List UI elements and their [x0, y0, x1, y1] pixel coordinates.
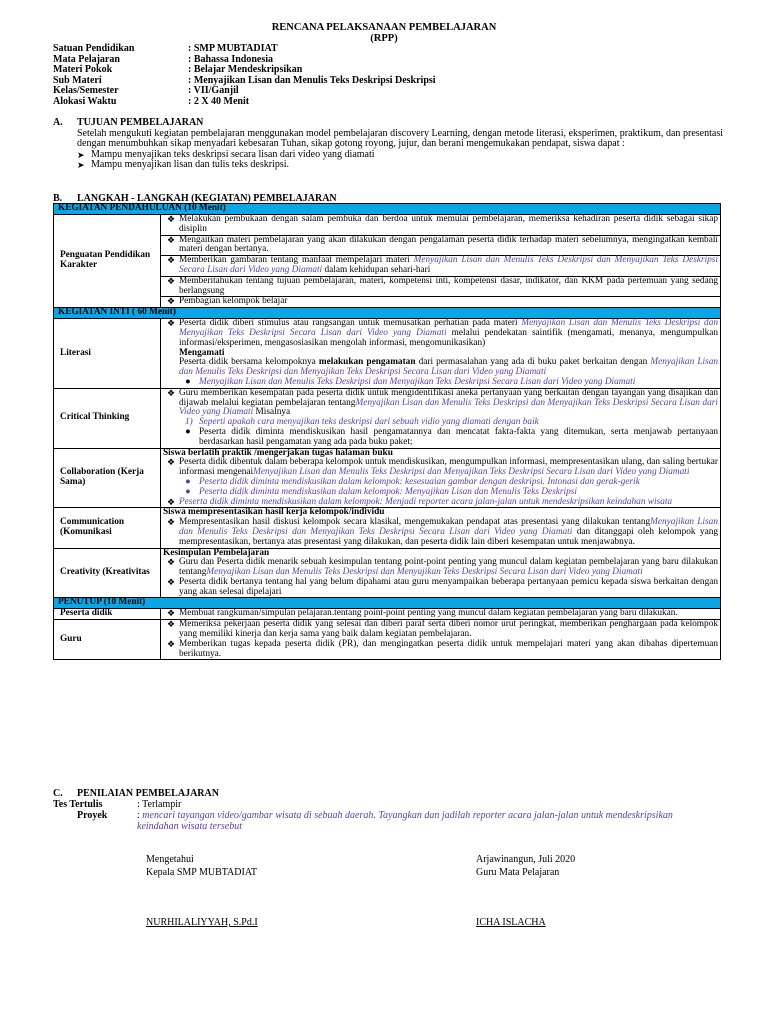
list-item-text: Mampu menyajikan teks deskripsi secara lisan dari video yang diamati	[91, 148, 375, 160]
activities-table	[53, 203, 721, 660]
activity-text	[179, 319, 718, 348]
sub-item-text: Peserta didik diminta mendiskusikan dalam kelompok: kesesuaian gambar dengan deskripsi. Intonasi dan gerak-gerik	[199, 476, 640, 487]
diamond-bullet-icon: ❖	[166, 638, 176, 649]
table-row	[54, 388, 721, 448]
assessment-key: Proyek	[77, 810, 108, 821]
section-assessment	[53, 788, 713, 832]
diamond-bullet-icon: ❖	[166, 255, 176, 266]
material-title: Menyajikan Lisan dan Menulis Teks Deskripsi dan Menyajikan Teks Deskripsi Secara Lisan dari Video yang Diamati	[179, 255, 719, 275]
sign-name: NURHILALIYYAH, S.Pd.I	[146, 917, 258, 928]
meta-value: : Belajar Mendeskripsikan	[188, 64, 303, 76]
meta-value: : Menyajikan Lisan dan Menulis Teks Deskripsi Deskripsi	[188, 74, 436, 86]
document-subtitle: (RPP)	[370, 33, 398, 44]
activity-cell	[161, 297, 721, 308]
meta-key: Kelas/Semester	[53, 85, 119, 97]
subheading: Kesimpulan Pembelajaran	[163, 547, 270, 558]
activity-text: Memberikan tugas kepada peserta didik (PR), dan mengingatkan peserta didik untuk mempelajari materi yang akan dibahas dipertemuan berikutnya.	[179, 638, 718, 659]
arrow-bullet-icon: ➤	[77, 160, 85, 171]
objectives-paragraph: Setelah mengukuti kegiatan pembelajaran menggunakan model pembelajaran discovery Learning, dengan metode literasi, eksperimen, praktikum, dan presentasi dengan menumbuhkan sikap menyadari kebesaran Tuhan, sikap gotong royong, jujur, dan berani mengemukakan pendapat, siswa dapat :	[77, 127, 723, 150]
band-label: KEGIATAN PENDAHULUAN (10 Menit)	[54, 204, 721, 215]
sign-place-date: Arjawinangun, Juli 2020	[476, 854, 576, 865]
assessment-value	[137, 810, 713, 832]
item-number: 1)	[185, 417, 193, 428]
text-run: Guru dan Peserta didik menarik sebuah kesimpulan tentang point-point penting yang muncul dalam kegiatan pembelajaran yang baru dilakukan tentang	[179, 557, 718, 578]
table-band-core	[54, 308, 721, 319]
text-run: Misalnya	[253, 407, 291, 418]
activity-cell	[161, 215, 721, 236]
diamond-bullet-icon: ❖	[166, 214, 176, 224]
diamond-bullet-icon: ❖	[166, 557, 176, 568]
subheading: Siswa berlatih praktik /mengerjakan tugas halaman buku	[163, 447, 393, 458]
text-run: Peserta didik dibentuk dalam beberapa kelompok untuk mendiskusikan, mengumpulkan informasi, mempresentasikan ulang, dan saling bertukar informasi mengenai	[179, 457, 718, 478]
signature-right	[476, 853, 575, 929]
table-row	[54, 319, 721, 389]
identity-block	[53, 44, 436, 108]
activity-text	[179, 358, 718, 378]
row-label: Creativity (Kreativitas	[54, 548, 161, 598]
meta-key: Materi Pokok	[53, 64, 113, 76]
table-band-opening	[54, 204, 721, 215]
meta-value: : SMP MUBTADIAT	[188, 43, 278, 54]
diamond-bullet-icon: ❖	[166, 234, 176, 245]
sub-item	[185, 428, 718, 448]
diamond-bullet-icon: ❖	[166, 318, 176, 329]
text-run: melakukan pengamatan	[318, 357, 416, 368]
material-title: Menyajikan Lisan dan Menulis Teks Deskripsi dan Menyajikan Teks Deskripsi Secara Lisan dari Video yang Diamati	[253, 467, 690, 478]
assessment-row	[53, 810, 713, 832]
subheading: Mengamati	[179, 347, 225, 358]
assessment-value: : Terlampir	[137, 799, 182, 810]
diamond-bullet-icon: ❖	[166, 275, 176, 286]
diamond-bullet-icon: ❖	[166, 517, 176, 528]
diamond-bullet-icon: ❖	[166, 608, 176, 619]
assessment-row	[53, 799, 713, 810]
material-title: Menyajikan Lisan dan Menulis Teks Deskripsi dan Menyajikan Teks Deskripsi Secara Lisan dari Video yang Diamati	[179, 517, 718, 537]
table-band-closing	[54, 598, 721, 609]
table-row	[54, 508, 721, 548]
dot-bullet-icon: ●	[185, 376, 191, 387]
row-label: Penguatan Pendidikan Karakter	[54, 215, 161, 308]
diamond-bullet-icon: ❖	[166, 296, 176, 307]
sub-item	[185, 378, 718, 388]
section-number: C.	[53, 788, 63, 799]
activity-text: Peserta didik bertanya tentang hal yang belum dipahami atau guru menyampaikan beberapa pertanyaan pemicu kepada siswa berkaitan dengan yang akan selesai dipelajari	[179, 576, 718, 597]
diamond-bullet-icon: ❖	[166, 576, 176, 587]
arrow-bullet-icon: ➤	[77, 149, 85, 160]
signature-left	[146, 853, 258, 929]
dot-bullet-icon: ●	[185, 426, 191, 437]
text-run: :	[137, 810, 143, 821]
diamond-bullet-icon: ❖	[166, 496, 176, 507]
meta-key: Mata Pelajaran	[53, 53, 120, 65]
row-label: Communication (Komunikasi	[54, 508, 161, 548]
meta-value: : VII/Ganjil	[188, 85, 239, 97]
text-run: dalam kehidupan sehari-hari	[322, 264, 431, 275]
diamond-bullet-icon: ❖	[166, 457, 176, 468]
assessment-key: Tes Tertulis	[53, 799, 103, 810]
band-label: PENUTUP (10 Menit)	[54, 598, 721, 609]
row-label: Literasi	[54, 319, 161, 389]
list-item-text: Mampu menyajikan lisan dan tulis teks deskripsi.	[91, 159, 290, 171]
section-title: TUJUAN PEMBELAJARAN	[77, 117, 204, 128]
table-row	[54, 215, 721, 236]
sign-name: ICHA ISLACHA	[476, 917, 546, 928]
activity-cell	[161, 319, 721, 389]
meta-value: : Bahassa Indonesia	[188, 53, 274, 65]
section-heading	[53, 788, 713, 799]
material-title: Menyajikan Lisan dan Menulis Teks Deskripsi dan Menyajikan Teks Deskripsi Secara Lisan dari Video yang Diamati	[179, 397, 718, 418]
meta-value: : 2 X 40 Menit	[188, 95, 250, 107]
activity-cell	[161, 448, 721, 508]
section-heading	[53, 118, 723, 129]
activity-cell	[161, 548, 721, 598]
activity-cell	[161, 620, 721, 660]
activity-text: Melakukan pembukaan dengan salam pembuka dan berdoa untuk memulai pembelajaran, memeriksa kehadiran peserta didik sebagai sikap disiplin	[179, 214, 718, 234]
section-objectives	[53, 118, 723, 171]
activity-text: Pembagian kelompok belajar	[179, 296, 288, 307]
table-row	[54, 548, 721, 598]
activity-cell	[161, 388, 721, 448]
activity-text	[179, 458, 718, 478]
row-label: Peserta didik	[54, 609, 161, 620]
row-label: Collaboration (Kerja Sama)	[54, 448, 161, 508]
text-run: melalui pendekatan saintifik (mengamati, menanya, mengumpulkan informasi/eksperimen, mengasosiasikan mengolah informasi, mengomunikasikan)	[179, 327, 718, 348]
activity-cell	[161, 256, 721, 277]
section-title: LANGKAH - LANGKAH (KEGIATAN) PEMBELAJARAN	[77, 193, 337, 204]
row-label: Critical Thinking	[54, 388, 161, 448]
activity-text	[179, 256, 718, 276]
subheading: Siswa mempresentasikan hasil kerja kelompok/individu	[163, 507, 385, 518]
list-item	[77, 160, 723, 171]
table-row	[54, 620, 721, 660]
sign-role: Kepala SMP MUBTADIAT	[146, 867, 258, 878]
text-run: Guru memberikan kesempatan pada peserta didik untuk mengidentifikasi aneka pertanyaan yang berkaitan dengan tayangan yang disajikan dan dijawab melalui kegiatan pembelajaran tentang	[179, 387, 718, 408]
sign-role: Guru Mata Pelajaran	[476, 867, 560, 878]
text-run: Memberikan gambaran tentang manfaat mempelajari materi	[179, 255, 414, 266]
sub-item-text: Seperti apakah cara menyajikan teks deskripsi dari sebuah vidio yang diamati dengan baik	[199, 417, 539, 428]
table-row	[54, 448, 721, 508]
activity-text: Memeriksa pekerjaan peserta didik yang selesai dan diberi paraf serta diberi nomor urut peringkat, memberikan penghargaan pada kelompok yang memiliki kinerja dan kerja sama yang baik dalam kegiatan pembelajaran.	[179, 619, 718, 640]
meta-key: Sub Materi	[53, 74, 102, 86]
band-label: KEGIATAN INTI ( 60 Menit)	[54, 308, 721, 319]
meta-key: Alokasi Waktu	[53, 95, 117, 107]
activity-text	[179, 558, 718, 578]
material-title: Menyajikan Lisan dan Menulis Teks Deskripsi dan Menyajikan Teks Deskripsi Secara Lisan dari Video yang Diamati	[206, 567, 643, 578]
row-label: Guru	[54, 620, 161, 660]
activity-text: Peserta didik diminta mendiskusikan dalam kelompok: Menjadi reporter acara jalan-jalan untuk mendeskripsikan keindahan wisata	[179, 496, 673, 507]
activity-text	[179, 389, 718, 418]
sign-label: Mengetahui	[146, 854, 194, 865]
activity-text: Membuat rangkuman/simpulan pelajaran.tentang point-point penting yang muncul dalam kegiatan pembelajaran yang baru dilakukan.	[179, 608, 678, 619]
sub-item-text: Peserta didik diminta mendiskusikan dalam kelompok: Menyajikan Lisan dan Menulis Teks Deskripsi	[199, 486, 577, 497]
project-description: mencari tayangan video/gambar wisata di sebuah daerah. Tayangkan dan jadilah reporter acara jalan-jalan untuk mendeskripsikan keindahan wisata tersebut	[137, 810, 673, 832]
diamond-bullet-icon: ❖	[166, 387, 176, 398]
document-title: RENCANA PELAKSANAAN PEMBELAJARAN	[271, 22, 497, 33]
activity-text: Mengaitkan materi pembelajaran yang akan dilakukan dengan pengalaman peserta didik terhadap materi sebelumnya, mengingatkan kembali materi dengan bertanya.	[179, 234, 718, 255]
material-title: Menyajikan Lisan dan Menulis Teks Deskripsi dan Menyajikan Teks Deskripsi Secara Lisan dari Video yang Diamati	[179, 318, 718, 338]
text-run: Peserta didik bersama kelompoknya	[179, 357, 319, 368]
activity-text	[179, 518, 718, 547]
dot-bullet-icon: ●	[185, 476, 191, 487]
section-number: B.	[53, 193, 63, 204]
text-run: dan ditanggapi oleh kelompok yang mempresentasikan, bertanya atas presentasi yang dilakukan, dan peserta didik lain diberi kesempatan untuk menjawabnya.	[179, 526, 718, 547]
text-run: Peserta didik diberi stimulus atau rangsangan untuk memusatkan perhatian pada materi	[179, 318, 522, 329]
activity-cell	[161, 276, 721, 297]
material-title: Menyajikan Lisan dan Menulis Teks Deskripsi dan Menyajikan Teks Deskripsi Secara Lisan dari Video yang Diamati	[199, 376, 636, 387]
meta-key: Satuan Pendidikan	[53, 43, 135, 54]
dot-bullet-icon: ●	[185, 486, 191, 497]
meta-row	[53, 97, 436, 108]
activity-cell	[161, 235, 721, 256]
text-run: Mempresentasikan hasil diskusi kelompok secara klasikal, mengemukakan pendapat atas presentasi yang dilakukan tentang	[179, 517, 651, 528]
activity-cell	[161, 508, 721, 548]
meta-row	[53, 44, 436, 55]
material-title: Menyajikan Lisan dan Menulis Teks Deskripsi dan Menyajikan Teks Deskripsi Secara Lisan dari Video yang Diamati	[179, 357, 718, 378]
section-title: PENILAIAN PEMBELAJARAN	[77, 788, 219, 799]
sub-item-text: Peserta didik diminta mendiskusikan hasil pengamatannya dan mencatat fakta-fakta yang ditemukan, serta menjawab pertanyaan berdasarkan hasil pengamatan yang ada pada buku paket;	[199, 426, 718, 447]
text-run: dari permasalahan yang ada di buku paket berkaitan dengan	[415, 357, 651, 368]
diamond-bullet-icon: ❖	[166, 619, 176, 630]
section-number: A.	[53, 117, 63, 128]
activity-text: Memberitahukan tentang tujuan pembelajaran, materi, kompetensi inti, kompetensi dasar, indikator, dan KKM pada pertemuan yang sedang berlangsung	[179, 275, 718, 296]
